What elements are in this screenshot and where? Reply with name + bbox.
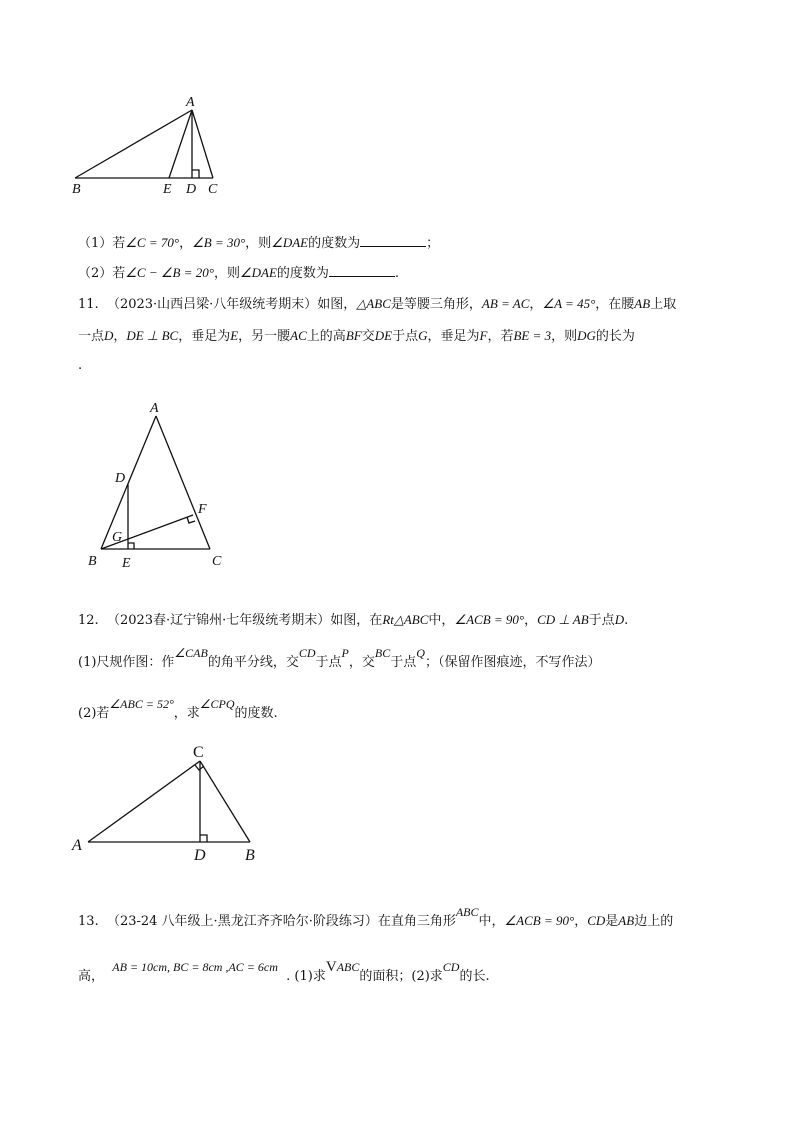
text: （2023春·辽宁锦州·七年级统考期末）如图，在 — [106, 613, 383, 628]
math: BE = 3 — [513, 328, 552, 343]
text: , — [222, 960, 229, 974]
fig10-label-e: E — [163, 182, 172, 197]
math: AB — [618, 913, 635, 928]
math: ∠A = 45° — [542, 296, 596, 311]
math: CD — [587, 913, 606, 928]
math: AC = 6cm — [228, 960, 278, 974]
fig12-right-angle-mark-d — [200, 835, 207, 842]
text: 于点 — [588, 613, 615, 628]
text: （2）若 — [78, 266, 126, 281]
text: ，在腰 — [595, 297, 635, 312]
fig12-label-b: B — [245, 847, 255, 864]
fig11-label-b: B — [88, 554, 97, 569]
text: 中， — [428, 613, 455, 628]
math: BC — [374, 646, 391, 660]
fig11-label-f: F — [198, 502, 207, 517]
math: AB = AC — [481, 296, 530, 311]
text: 于点 — [390, 655, 417, 670]
math: BF — [345, 328, 362, 343]
text: 是等腰三角形， — [390, 297, 482, 312]
math: CD — [442, 960, 460, 974]
fig10-label-a: A — [186, 95, 195, 110]
math: D — [104, 328, 114, 343]
text: ；（保留作图痕迹，不写作法） — [424, 655, 601, 670]
text: ，则 — [551, 329, 578, 344]
text: （1）若 — [78, 236, 126, 251]
text: 的长. — [459, 969, 490, 984]
question-number: 13. — [78, 914, 99, 929]
math: AB = 10cm, BC = 8cm — [112, 960, 223, 974]
question-number: 12. — [78, 613, 99, 628]
text: ，另一腰 — [238, 329, 291, 344]
text: . — [624, 613, 629, 628]
fig12-label-d: D — [194, 847, 206, 864]
math: CD ⊥ AB — [537, 612, 589, 627]
math: ABC — [336, 960, 360, 974]
fig11-label-e: E — [122, 556, 131, 571]
text: 高， — [78, 969, 105, 984]
fig10-label-c: C — [208, 182, 218, 197]
math: ∠B = 30° — [192, 235, 246, 250]
math: AB — [634, 296, 651, 311]
text: 的面积；(2)求 — [359, 969, 443, 984]
math: ∠C = 70° — [125, 235, 180, 250]
math: ∠ACB = 90° — [454, 612, 525, 627]
math: △ABC — [356, 296, 391, 311]
math: Q — [416, 646, 425, 660]
text: . — [78, 358, 83, 373]
text: ， — [113, 329, 127, 344]
text: ，若 — [487, 329, 514, 344]
fig11-label-d: D — [115, 471, 126, 486]
text: (2)若 — [78, 706, 110, 721]
text: 交 — [361, 329, 375, 344]
text: 的度数为 — [276, 266, 329, 281]
fig10-label-d: D — [186, 182, 197, 197]
fig12-segment-cb — [200, 761, 250, 842]
text: ，求 — [173, 706, 200, 721]
text: （23-24 八年级上·黑龙江齐齐哈尔·阶段练习）在直角三角形 — [106, 914, 456, 929]
text: 是 — [605, 914, 619, 929]
question-number: 11. — [78, 297, 99, 312]
fig11-label-a: A — [150, 401, 159, 416]
math: DE — [374, 328, 393, 343]
math: ABC — [455, 905, 479, 919]
math: ∠C − ∠B = 20° — [125, 265, 214, 280]
text: ； — [426, 236, 440, 251]
text: . — [394, 266, 400, 281]
text: （2023·山西吕梁·八年级统考期末）如图， — [106, 297, 357, 312]
math: F — [479, 328, 488, 343]
text: 上取 — [650, 297, 677, 312]
math: ∠ACB = 90° — [504, 913, 575, 928]
text: . (1)求 — [286, 969, 326, 984]
text: ，垂足为 — [178, 329, 231, 344]
text: ，交 — [348, 655, 375, 670]
math: V — [325, 959, 337, 975]
text: 的长为 — [595, 329, 635, 344]
text: ， — [574, 914, 588, 929]
text: ， — [524, 613, 538, 628]
math: DE ⊥ BC — [126, 328, 179, 343]
math: E — [230, 328, 239, 343]
math: D — [614, 612, 625, 627]
fig12-label-a: A — [72, 837, 82, 854]
text: 的度数. — [234, 706, 278, 721]
text: 的角平分线，交 — [207, 655, 299, 670]
text: ，垂足为 — [427, 329, 480, 344]
text: ，则 — [213, 266, 240, 281]
fig11-label-g: G — [112, 530, 123, 545]
fig11-label-c: C — [212, 554, 222, 569]
math: G — [418, 328, 428, 343]
text: ， — [529, 297, 543, 312]
math: ∠CAB — [174, 646, 208, 660]
math: CD — [298, 646, 316, 660]
text: ， — [179, 236, 193, 251]
math: AC — [290, 328, 307, 343]
text: 的度数为 — [308, 236, 361, 251]
math: Rt△ABC — [382, 612, 429, 627]
fig10-label-b: B — [72, 182, 81, 197]
text: 上的高 — [306, 329, 346, 344]
text: 于点 — [315, 655, 342, 670]
math: ∠DAE — [239, 265, 277, 280]
text: ，则 — [245, 236, 272, 251]
math: ∠DAE — [271, 235, 309, 250]
math: ∠ABC = 52° — [109, 697, 174, 711]
q13-line1 — [78, 905, 674, 932]
text: 一点 — [78, 329, 105, 344]
text: 于点 — [392, 329, 419, 344]
text: (1)尺规作图：作 — [78, 655, 175, 670]
q13-line2 — [78, 959, 490, 987]
math: P — [341, 646, 349, 660]
fig12-segment-ac — [88, 761, 200, 842]
text: 边上的 — [634, 914, 674, 929]
fig12-label-c: C — [193, 744, 204, 761]
math: ∠CPQ — [199, 697, 235, 711]
math: DG — [577, 328, 596, 343]
text: 中， — [478, 914, 505, 929]
